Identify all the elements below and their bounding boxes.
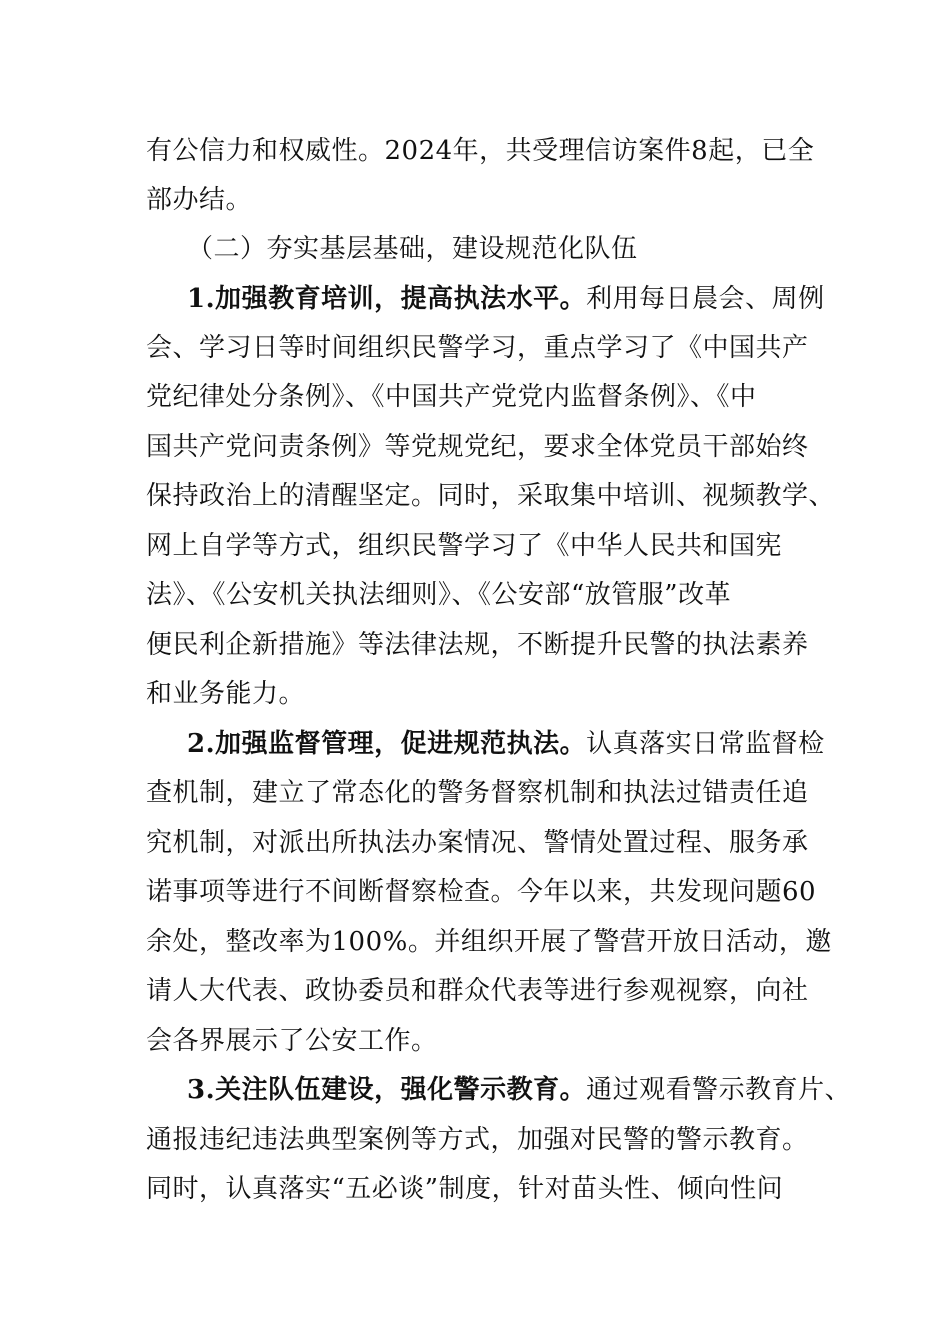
paragraph-heading: 1.加强教育培训，提高执法水平。 [187, 284, 587, 314]
body-text-line: 会、学习日等时间组织民警学习，重点学习了《中国共产 [146, 333, 809, 363]
body-text-line: 请人大代表、政协委员和群众代表等进行参观视察，向社 [146, 976, 809, 1006]
paragraph-first-line [187, 283, 825, 315]
body-text: 利用每日晨会、周例 [586, 284, 825, 314]
body-text-line: 余处，整改率为100%。并组织开展了警营开放日活动，邀 [146, 927, 832, 957]
body-text-line: 同时，认真落实“五必谈”制度，针对苗头性、倾向性问 [146, 1174, 784, 1204]
body-text-line: 究机制，对派出所执法办案情况、警情处置过程、服务承 [146, 828, 809, 858]
body-text-line: 国共产党问责条例》等党规党纪，要求全体党员干部始终 [146, 432, 809, 462]
body-text-line: 网上自学等方式，组织民警学习了《中华人民共和国宪 [146, 531, 783, 561]
body-text-line: 查机制，建立了常态化的警务督察机制和执法过错责任追 [146, 778, 809, 808]
paragraph-heading: 2.加强监督管理，促进规范执法。 [187, 729, 587, 759]
body-text: 通过观看警示教育片、 [586, 1075, 852, 1105]
paragraph-first-line [187, 1074, 851, 1106]
body-text-line: 便民利企新措施》等法律法规，不断提升民警的执法素养 [146, 630, 809, 660]
body-text-line: 和业务能力。 [146, 679, 306, 709]
section-heading: （二）夯实基层基础，建设规范化队伍 [187, 234, 638, 264]
body-text-line: 法》、《公安机关执法细则》、《公安部“放管服”改革 [146, 580, 732, 610]
body-text: 认真落实日常监督检 [586, 729, 825, 759]
body-text-line: 诺事项等进行不间断督察检查。今年以来，共发现问题60 [146, 877, 817, 907]
body-text-line: 保持政治上的清醒坚定。同时，采取集中培训、视频教学、 [146, 481, 836, 511]
body-text-line: 通报违纪违法典型案例等方式，加强对民警的警示教育。 [146, 1125, 809, 1155]
body-text-line: 有公信力和权威性。2024年，共受理信访案件8起，已全 [146, 136, 815, 166]
paragraph-first-line [187, 728, 825, 760]
body-text-line: 部办结。 [146, 185, 253, 215]
body-text-line: 会各界展示了公安工作。 [146, 1026, 438, 1056]
body-text-line: 党纪律处分条例》、《中国共产党党内监督条例》、《中 [146, 382, 757, 412]
paragraph-heading: 3.关注队伍建设，强化警示教育。 [187, 1075, 587, 1105]
